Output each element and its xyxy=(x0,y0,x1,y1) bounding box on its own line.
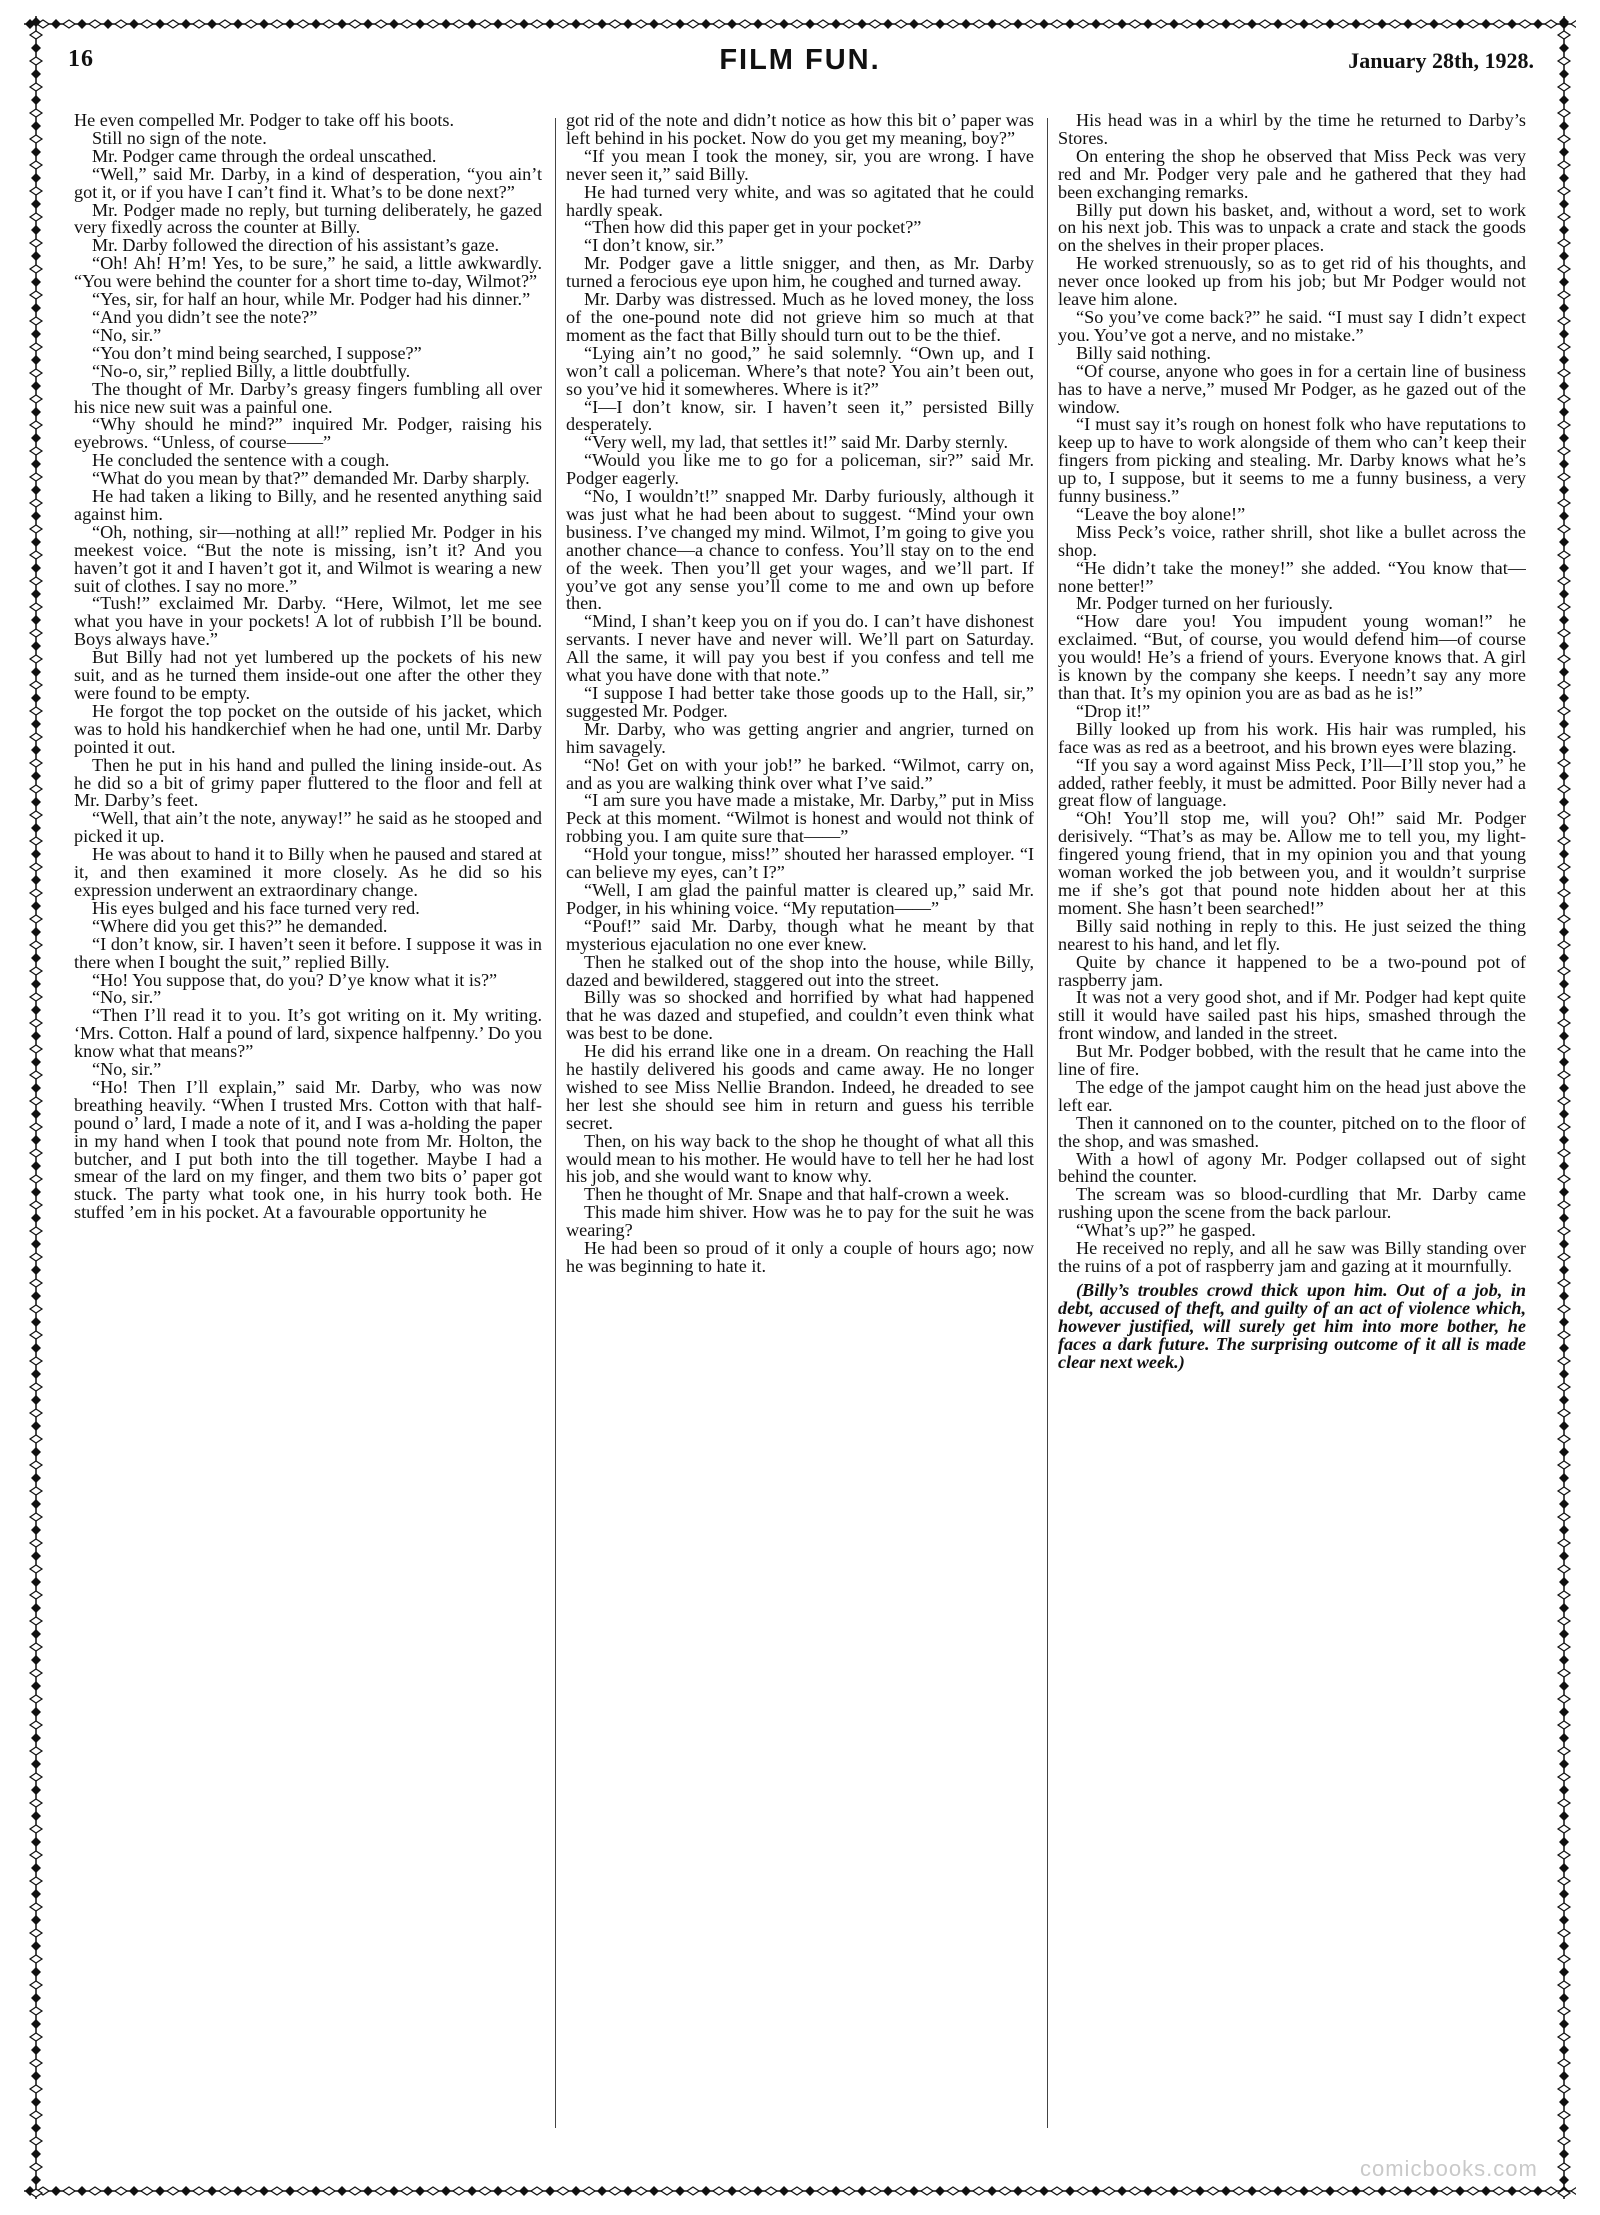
paragraph: He concluded the sentence with a cough. xyxy=(92,450,390,471)
paragraph: “So you’ve come back?” he said. “I must say I didn’t expect you. You’ve got a nerve, and no mistake.” xyxy=(1058,306,1526,345)
paragraph: “No-o, sir,” replied Billy, a little doubtfully. xyxy=(92,360,411,381)
paragraph: “Where did you get this?” he demanded. xyxy=(92,915,388,936)
paragraph: “Tush!” exclaimed Mr. Darby. “Here, Wilmot, let me see what you have in your pockets! A lot of rubbish I’ll be bound. Boys always have.” xyxy=(74,593,542,650)
paragraph: The scream was so blood-curdling that Mr. Darby came rushing upon the scene from the back parlour. xyxy=(1058,1184,1526,1223)
paragraph: It was not a very good shot, and if Mr. Podger had kept quite still it would have sailed past his hips, smashed through the front window, and landed in the street. xyxy=(1058,987,1526,1044)
paragraph: With a howl of agony Mr. Podger collapsed out of sight behind the counter. xyxy=(1058,1148,1526,1187)
page-number: 16 xyxy=(68,46,94,72)
text-column-3 xyxy=(1058,112,1526,2142)
paragraph: The thought of Mr. Darby’s greasy fingers fumbling all over his nice new suit was a painful one. xyxy=(74,378,542,417)
paragraph: “Oh, nothing, sir—nothing at all!” replied Mr. Podger in his meekest voice. “But the note is missing, isn’t it? And you haven’t got it and I haven’t got it, and Wilmot is wearing a new suit of clothes. I say no more.” xyxy=(74,521,542,596)
paragraph: “I—I don’t know, sir. I haven’t seen it,” persisted Billy desperately. xyxy=(566,396,1034,435)
paragraph: Mr. Darby, who was getting angrier and angrier, turned on him savagely. xyxy=(566,718,1034,757)
paragraph: “Ho! You suppose that, do you? D’ye know what it is?” xyxy=(92,969,498,990)
paragraph: Billy said nothing in reply to this. He just seized the thing nearest to his hand, and let fly. xyxy=(1058,915,1526,954)
paragraph: His head was in a whirl by the time he returned to Darby’s Stores. xyxy=(1058,112,1526,148)
column-divider xyxy=(555,118,556,2128)
paragraph: Billy looked up from his work. His hair was rumpled, his face was as red as a beetroot, and his brown eyes were blazing. xyxy=(1058,718,1526,757)
paragraph: Miss Peck’s voice, rather shrill, shot like a bullet across the shop. xyxy=(1058,521,1526,560)
left-border xyxy=(28,16,44,2199)
paragraph: He forgot the top pocket on the outside of his jacket, which was to hold his handkerchief when he had one, until Mr. Darby pointed it out. xyxy=(74,700,542,757)
paragraph: But Billy had not yet lumbered up the pockets of his new suit, and as he turned them inside-out one after the other they were found to be empty. xyxy=(74,647,542,703)
paragraph: Mr. Darby was distressed. Much as he loved money, the loss of the one-pound note did not grieve him so much at that moment as the fact that Billy should turn out to be the thief. xyxy=(566,289,1034,345)
paragraph: “Very well, my lad, that settles it!” said Mr. Darby sternly. xyxy=(584,432,1009,453)
paragraph: Then he stalked out of the shop into the house, while Billy, dazed and bewildered, staggered out into the street. xyxy=(566,951,1034,990)
issue-date: January 28th, 1928. xyxy=(1348,48,1534,73)
paragraph: Mr. Podger gave a little snigger, and then, as Mr. Darby turned a ferocious eye upon him, he coughed and turned away. xyxy=(566,253,1034,292)
paragraph: “Well,” said Mr. Darby, in a kind of desperation, “you ain’t got it, or if you have I can’t find it. What’s to be done next?” xyxy=(74,163,542,202)
paragraph: Billy put down his basket, and, without a word, set to work on his next job. This was to unpack a crate and stack the goods on the shelves in their proper places. xyxy=(1058,199,1526,256)
paragraph: Billy said nothing. xyxy=(1076,342,1211,363)
paragraph: But Mr. Podger bobbed, with the result that he came into the line of fire. xyxy=(1058,1041,1526,1080)
paragraph: “What do you mean by that?” demanded Mr. Darby sharply. xyxy=(92,468,530,489)
page-header xyxy=(60,40,1540,86)
top-border xyxy=(24,16,1576,32)
paragraph: “Drop it!” xyxy=(1076,700,1151,721)
paragraph: On entering the shop he observed that Miss Peck was very red and Mr. Podger very pale and he gathered that they had been exchanging remarks. xyxy=(1058,145,1526,202)
paragraph: “No, sir.” xyxy=(92,987,162,1008)
masthead-title: FILM FUN. xyxy=(719,44,881,76)
paragraph: “What’s up?” he gasped. xyxy=(1076,1220,1256,1241)
paragraph: Then he thought of Mr. Snape and that half-crown a week. xyxy=(584,1184,1010,1205)
paragraph: “I must say it’s rough on honest folk who have reputations to keep up to have to work alongside of them who can’t keep their fingers from picking and stealing. Mr. Darby knows what he’s up to, I suppose, but it seems to me a funny business, a very funny business.” xyxy=(1058,414,1526,507)
paragraph: “Of course, anyone who goes in for a certain line of business has to have a nerve,” mused Mr Podger, as he gazed out of the window. xyxy=(1058,360,1526,417)
paragraph: “You don’t mind being searched, I suppose?” xyxy=(92,342,422,363)
paragraph: “No, sir.” xyxy=(92,324,162,345)
paragraph: Then he put in his hand and pulled the lining inside-out. As he did so a bit of grimy paper fluttered to the floor and fell at Mr. Darby’s feet. xyxy=(74,754,542,811)
paragraph: The edge of the jampot caught him on the head just above the left ear. xyxy=(1058,1076,1526,1115)
paragraph: “He didn’t take the money!” she added. “You know that—none better!” xyxy=(1058,557,1526,596)
paragraph: “I don’t know, sir.” xyxy=(584,235,724,256)
paragraph: Mr. Podger made no reply, but turning deliberately, he gazed very fixedly across the counter at Billy. xyxy=(74,199,542,238)
paragraph: “I suppose I had better take those goods up to the Hall, sir,” suggested Mr. Podger. xyxy=(566,683,1034,721)
paragraph: “Hold your tongue, miss!” shouted her harassed employer. “I can believe my eyes, can’t I?” xyxy=(566,844,1034,883)
paragraph: “Lying ain’t no good,” he said solemnly. “Own up, and I won’t call a policeman. Where’s that note? You ain’t been out, so you’ve hid it somewheres. Where is it?” xyxy=(566,342,1034,399)
paragraph: “Would you like me to go for a policeman, sir?” said Mr. Podger eagerly. xyxy=(566,450,1034,489)
column-divider xyxy=(1047,118,1048,2128)
paragraph: He had taken a liking to Billy, and he resented anything said against him. xyxy=(74,486,542,524)
paragraph: “Leave the boy alone!” xyxy=(1076,503,1246,524)
paragraph: Then, on his way back to the shop he thought of what all this would mean to his mother. He would have to tell her he had lost his job, and she would want to know why. xyxy=(566,1130,1034,1187)
paragraph: “Pouf!” said Mr. Darby, though what he meant by that mysterious ejaculation no one ever knew. xyxy=(566,915,1034,954)
paragraph: Mr. Podger came through the ordeal unscathed. xyxy=(92,145,437,166)
paragraph: “If you mean I took the money, sir, you are wrong. I have never seen it,” said Billy. xyxy=(566,145,1034,184)
paragraph: “Well, I am glad the painful matter is cleared up,” said Mr. Podger, in his whining voice. “My reputation——” xyxy=(566,879,1034,918)
paragraph: He had turned very white, and was so agitated that he could hardly speak. xyxy=(566,181,1034,220)
paragraph: He was about to hand it to Billy when he paused and stared at it, and then examined it more closely. As he did so his expression underwent an extraordinary change. xyxy=(74,844,542,900)
paragraph: “I am sure you have made a mistake, Mr. Darby,” put in Miss Peck at this moment. “Wilmot is honest and would not think of robbing you. I am quite sure that——” xyxy=(566,790,1034,847)
paragraph: “Then I’ll read it to you. It’s got writing on it. My writing. ‘Mrs. Cotton. Half a pound of lard, sixpence halfpenny.’ Do you know what that means?” xyxy=(74,1005,542,1062)
paragraph: He received no reply, and all he saw was Billy standing over the ruins of a pot of raspberry jam and gazing at it mournfully. xyxy=(1058,1238,1526,1276)
paragraph: Still no sign of the note. xyxy=(92,127,267,148)
paragraph: “I don’t know, sir. I haven’t seen it before. I suppose it was in there when I bought the suit,” replied Billy. xyxy=(74,933,542,972)
paragraph: His eyes bulged and his face turned very red. xyxy=(92,897,420,918)
paragraph: Mr. Darby followed the direction of his assistant’s gaze. xyxy=(92,235,500,256)
paragraph: “No, I wouldn’t!” snapped Mr. Darby furiously, although it was just what he had been about to suggest. “Mind your own business. I’ve changed my mind. Wilmot, I’m going to give you another chance—a chance to confess. You’ll stay on to the end of the week. Then you’ll get your wages, and we’ll part. If you’ve got any sense you’ll come to me and own up before then. xyxy=(566,486,1034,614)
paragraph: He worked strenuously, so as to get rid of his thoughts, and never once looked up from his job; but Mr Podger would not leave him alone. xyxy=(1058,253,1526,310)
text-column-1 xyxy=(74,112,542,2142)
paragraph: “Mind, I shan’t keep you on if you do. I can’t have dishonest servants. I never have and never will. We’ll part on Saturday. All the same, it will pay you best if you confess and tell me what you have done with that note.” xyxy=(566,611,1034,686)
paragraph: “And you didn’t see the note?” xyxy=(92,306,318,327)
paragraph: Quite by chance it happened to be a two-pound pot of raspberry jam. xyxy=(1058,951,1526,990)
paragraph: Then it cannoned on to the counter, pitched on to the floor of the shop, and was smashed. xyxy=(1058,1112,1526,1151)
paragraph: “How dare you! You impudent young woman!” he exclaimed. “But, of course, you would defend him—of course you would! He’s a friend of yours. Everyone knows that. A girl is known by the company she keeps. I needn’t say any more than that. It’s my opinion you are as bad as he is!” xyxy=(1058,611,1526,703)
paragraph: “Then how did this paper get in your pocket?” xyxy=(584,217,922,238)
paragraph: “No, sir.” xyxy=(92,1059,162,1080)
paragraph: got rid of the note and didn’t notice as how this bit o’ paper was left behind in his pocket. Now do you get my meaning, boy?” xyxy=(566,112,1034,148)
paragraph: “No! Get on with your job!” he barked. “Wilmot, carry on, and as you are walking think over what I’ve said.” xyxy=(566,754,1034,793)
paragraph: “Ho! Then I’ll explain,” said Mr. Darby, who was now breathing heavily. “When I trusted Mrs. Cotton with that half-pound o’ lard, I made a note of it, and I was a-holding the paper in my hand when I took that pound note from Mr. Holton, the butcher, and I put both into the till together. Maybe I had a smear of the lard on my finger, and them two bits o’ paper got stuck. The party what took one, in his hurry took both. He stuffed ’em in his pocket. At a favourable opportunity he xyxy=(74,1076,542,1223)
bottom-border xyxy=(24,2183,1576,2199)
paragraph: “Oh! Ah! H’m! Yes, to be sure,” he said, a little awkwardly. “You were behind the counter for a short time to-day, Wilmot?” xyxy=(74,253,542,292)
paragraph: “Well, that ain’t the note, anyway!” he said as he stooped and picked it up. xyxy=(74,808,542,847)
next-week-teaser: (Billy’s troubles crowd thick upon him. Out of a job, in debt, accused of theft, and guilty of an act of violence which, however justified, will surely get him into more bother, he faces a dark future. The surprising outcome of it all is made clear next week.) xyxy=(1058,1279,1526,1372)
paragraph: He had been so proud of it only a couple of hours ago; now he was beginning to hate it. xyxy=(566,1238,1034,1276)
paragraph: “If you say a word against Miss Peck, I’ll—I’ll stop you,” he added, rather feebly, it must be admitted. Poor Billy never had a great flow of language. xyxy=(1058,754,1526,811)
watermark: comicbooks.com xyxy=(1360,2156,1538,2181)
paragraph: This made him shiver. How was he to pay for the suit he was wearing? xyxy=(566,1202,1034,1241)
paragraph: Mr. Podger turned on her furiously. xyxy=(1076,593,1333,614)
paragraph: Billy was so shocked and horrified by what had happened that he was dazed and stupefied, and couldn’t even think what was best to be done. xyxy=(566,987,1034,1044)
paragraph: “Yes, sir, for half an hour, while Mr. Podger had his dinner.” xyxy=(92,289,531,310)
paragraph: “Why should he mind?” inquired Mr. Podger, raising his eyebrows. “Unless, of course——” xyxy=(74,414,542,453)
paragraph: “Oh! You’ll stop me, will you? Oh!” said Mr. Podger derisively. “That’s as may be. Allow me to tell you, my light-fingered young friend, that in my opinion you and that young woman worked the job between you, and it wouldn’t surprise me if she’s got that pound note hidden about her at this moment. She hasn’t been searched!” xyxy=(1058,808,1526,918)
paragraph: He did his errand like one in a dream. On reaching the Hall he hastily delivered his goods and came away. He no longer wished to see Miss Nellie Brandon. Indeed, he dreaded to see her lest she should see him in return and guess his terrible secret. xyxy=(566,1041,1034,1133)
text-column-2 xyxy=(566,112,1034,2142)
right-border xyxy=(1556,16,1572,2199)
paragraph: He even compelled Mr. Podger to take off his boots. xyxy=(74,112,455,130)
